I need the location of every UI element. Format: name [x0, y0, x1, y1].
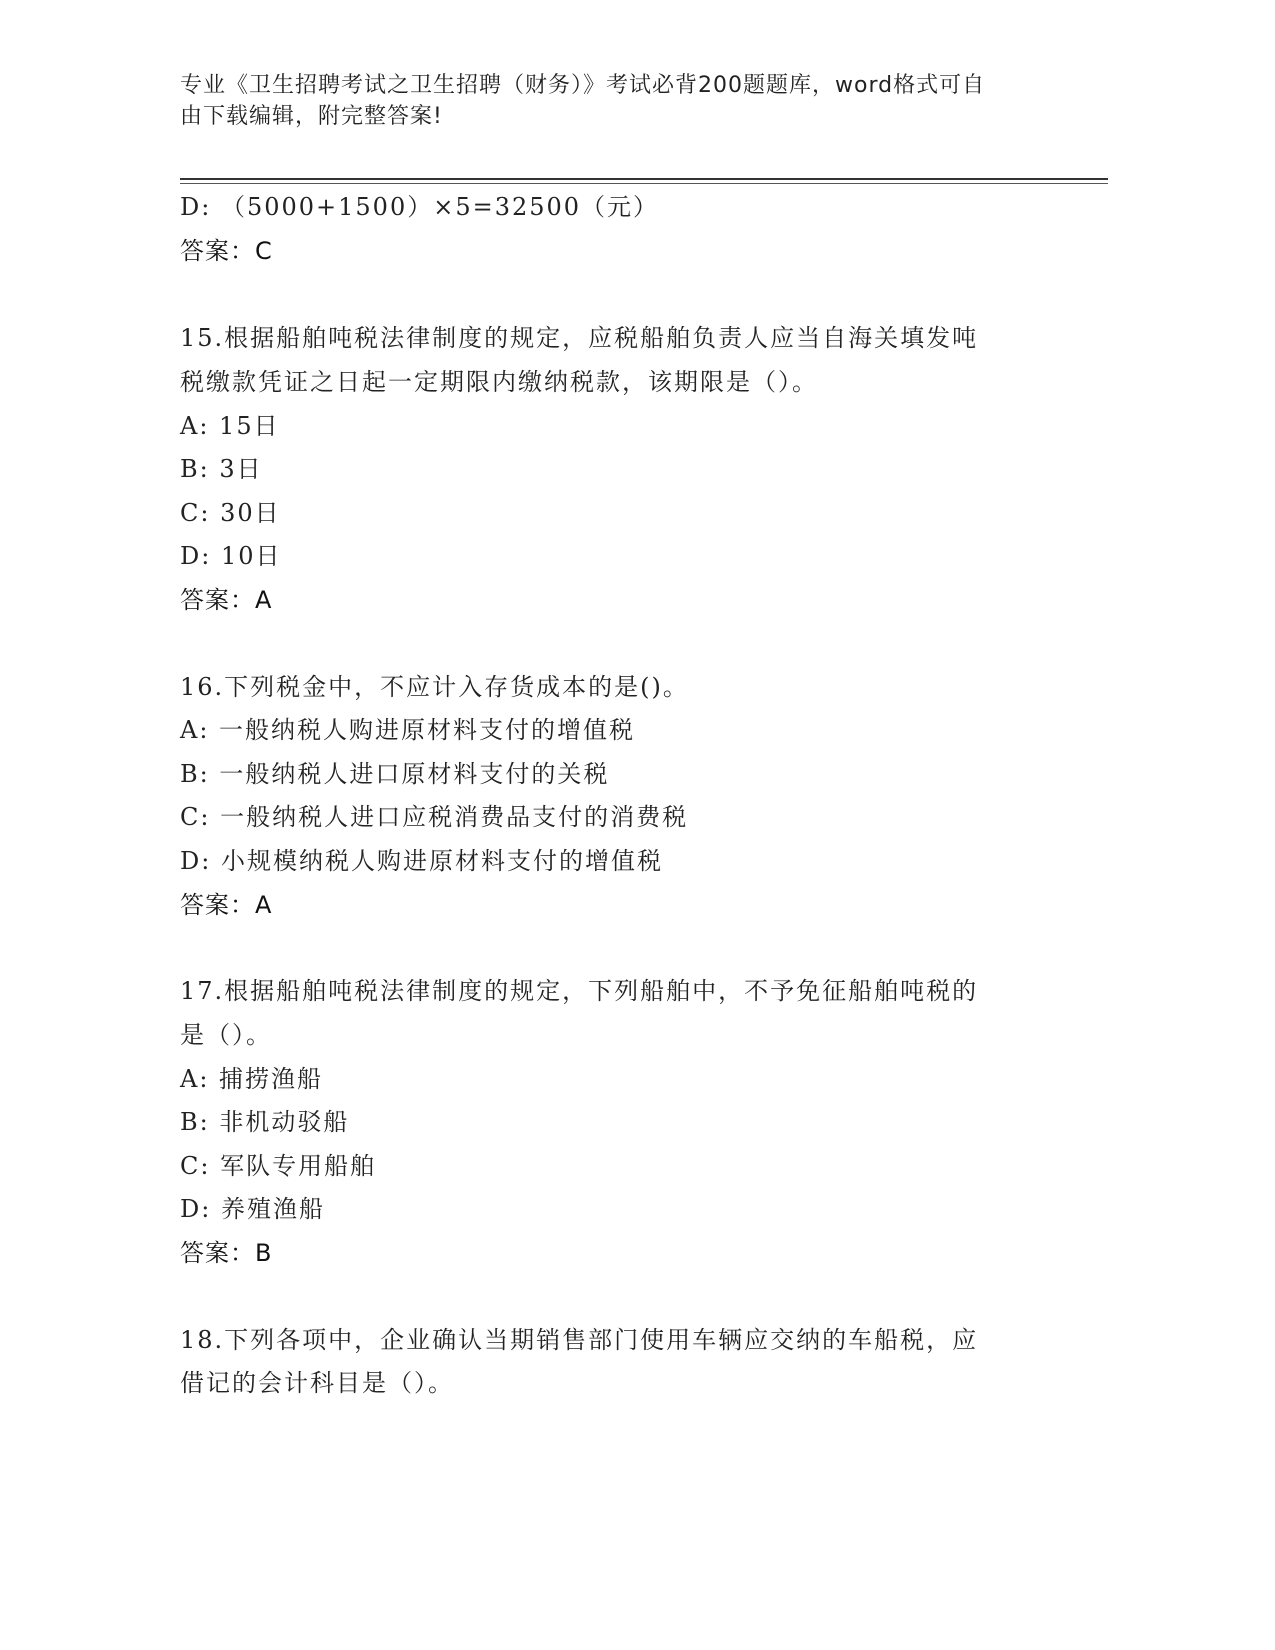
q16-option-c: C: 一般纳税人进口应税消费品支付的消费税 — [180, 803, 689, 831]
prev-option-d: D: （5000+1500）×5=32500（元） — [180, 193, 660, 221]
q15-option-d: D: 10日 — [180, 542, 282, 570]
header-divider — [180, 178, 1108, 180]
q15-stem-line-1: 15.根据船舶吨税法律制度的规定，应税船舶负责人应当自海关填发吨 — [180, 324, 979, 352]
header-title-line-1: 专业《卫生招聘考试之卫生招聘（财务）》考试必背200题题库，word格式可自 — [180, 73, 986, 98]
prev-answer: 答案：C — [180, 237, 273, 265]
header-divider-thin — [180, 183, 1108, 184]
q15-answer: 答案：A — [180, 586, 273, 614]
q17-stem-line-2: 是（）。 — [180, 1021, 272, 1049]
q16-option-d: D: 小规模纳税人购进原材料支付的增值税 — [180, 847, 663, 875]
q16-answer: 答案：A — [180, 891, 273, 919]
q17-answer: 答案：B — [180, 1239, 273, 1267]
q15-stem-line-2: 税缴款凭证之日起一定期限内缴纳税款，该期限是（）。 — [180, 368, 818, 396]
header-title-line-2: 由下载编辑，附完整答案! — [180, 104, 443, 129]
q18-stem-line-2: 借记的会计科目是（）。 — [180, 1369, 454, 1397]
q16-option-b: B: 一般纳税人进口原材料支付的关税 — [180, 760, 610, 788]
q17-option-a: A: 捕捞渔船 — [180, 1065, 324, 1093]
document-header — [180, 70, 1040, 132]
q16-stem-line-1: 16.下列税金中，不应计入存货成本的是()。 — [180, 673, 689, 701]
q15-option-a: A: 15日 — [180, 412, 280, 440]
q17-option-d: D: 养殖渔船 — [180, 1195, 325, 1223]
q15-option-b: B: 3日 — [180, 455, 263, 483]
q18-stem-line-1: 18.下列各项中，企业确认当期销售部门使用车辆应交纳的车船税，应 — [180, 1326, 979, 1354]
q17-option-c: C: 军队专用船舶 — [180, 1152, 377, 1180]
q16-option-a: A: 一般纳税人购进原材料支付的增值税 — [180, 716, 636, 744]
q17-stem-line-1: 17.根据船舶吨税法律制度的规定，下列船舶中，不予免征船舶吨税的 — [180, 977, 979, 1005]
q15-option-c: C: 30日 — [180, 499, 281, 527]
q17-option-b: B: 非机动驳船 — [180, 1108, 350, 1136]
